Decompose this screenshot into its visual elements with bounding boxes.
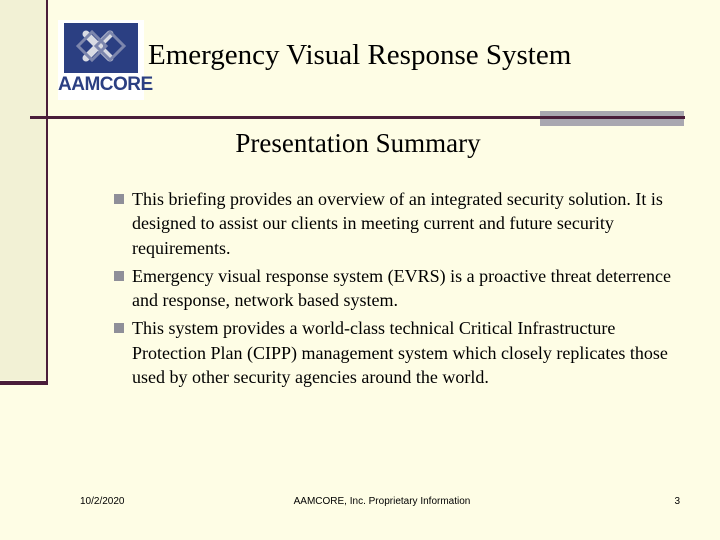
bullet-item [114, 264, 674, 313]
square-bullet-icon [114, 271, 124, 281]
logo-text: AAMCORE [58, 74, 153, 95]
bullet-item [114, 316, 674, 389]
left-decor-foot [0, 381, 48, 385]
slide-subtitle: Presentation Summary [235, 128, 481, 158]
footer-date: 10/2/2020 [80, 496, 125, 507]
bullet-text: This briefing provides an overview of an integrated security solution. It is designed to assist our clients in meeting current and future security requirements. [132, 189, 663, 258]
bullet-list [114, 187, 674, 393]
footer-proprietary: AAMCORE, Inc. Proprietary Information [293, 496, 471, 507]
aamcore-logo-icon [58, 20, 153, 100]
bullet-text: This system provides a world-class technical Critical Infrastructure Protection Plan (CIPP) management system which closely replicates those used by other security agencies around the world. [132, 318, 668, 388]
left-decor-bar [0, 0, 46, 380]
left-decor-line [46, 0, 48, 384]
square-bullet-icon [114, 323, 124, 333]
title-rule-accent-lower [540, 119, 684, 126]
square-bullet-icon [114, 194, 124, 204]
bullet-item [114, 187, 674, 260]
bullet-text: Emergency visual response system (EVRS) is a proactive threat deterrence and response, network based system. [132, 265, 671, 311]
page-number: 3 [674, 496, 680, 507]
slide-title: Emergency Visual Response System [148, 39, 572, 71]
title-rule [30, 116, 685, 119]
